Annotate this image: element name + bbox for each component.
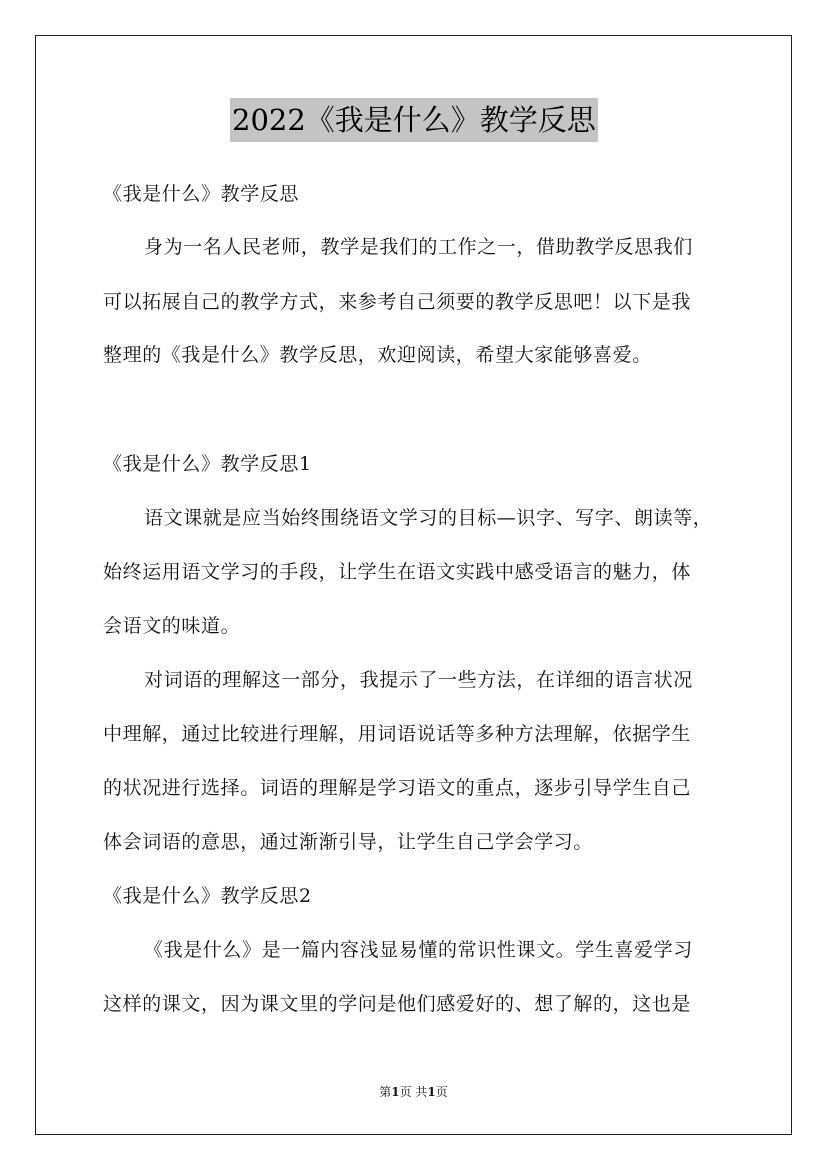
footer-page-suffix: 页 bbox=[435, 1085, 448, 1099]
section1-para1-line: 始终运用语文学习的手段，让学生在语文实践中感受语言的魅力，体 bbox=[103, 561, 692, 583]
section1-para2-line: 对词语的理解这一部分，我提示了一些方法，在详细的语言状况 bbox=[144, 669, 693, 691]
section2-para1-line: 这样的课文，因为课文里的学问是他们感爱好的、想了解的，这也是 bbox=[103, 993, 692, 1015]
footer-page-mid: 页 共 bbox=[399, 1085, 428, 1099]
intro-line: 整理的《我是什么》教学反思，欢迎阅读，希望大家能够喜爱。 bbox=[103, 344, 652, 366]
footer-page-current: 1 bbox=[391, 1085, 400, 1099]
section1-para2-line: 的状况进行选择。词语的理解是学习语文的重点，逐步引导学生自己 bbox=[103, 777, 692, 799]
section-heading-intro: 《我是什么》教学反思 bbox=[103, 183, 300, 205]
intro-line: 身为一名人民老师，教学是我们的工作之一，借助教学反思我们 bbox=[144, 236, 693, 258]
section2-para1-line: 《我是什么》是一篇内容浅显易懂的常识性课文。学生喜爱学习 bbox=[144, 939, 693, 961]
page-footer bbox=[0, 1084, 827, 1100]
section-heading-2: 《我是什么》教学反思2 bbox=[103, 885, 312, 907]
footer-page-total: 1 bbox=[427, 1085, 436, 1099]
section1-para2-line: 体会词语的意思，通过渐渐引导，让学生自己学会学习。 bbox=[103, 831, 594, 853]
section1-para1-line: 会语文的味道。 bbox=[103, 615, 241, 637]
intro-line: 可以拓展自己的教学方式，来参考自己须要的教学反思吧！以下是我 bbox=[103, 291, 692, 313]
section1-para1-line: 语文课就是应当始终围绕语文学习的目标—识字、写字、朗读等， bbox=[144, 507, 713, 529]
section-heading-1: 《我是什么》教学反思1 bbox=[103, 453, 312, 475]
document-title: 2022《我是什么》教学反思 bbox=[230, 98, 598, 142]
footer-page-prefix: 第 bbox=[379, 1085, 392, 1099]
section1-para2-line: 中理解，通过比较进行理解，用词语说话等多种方法理解，依据学生 bbox=[103, 723, 692, 745]
